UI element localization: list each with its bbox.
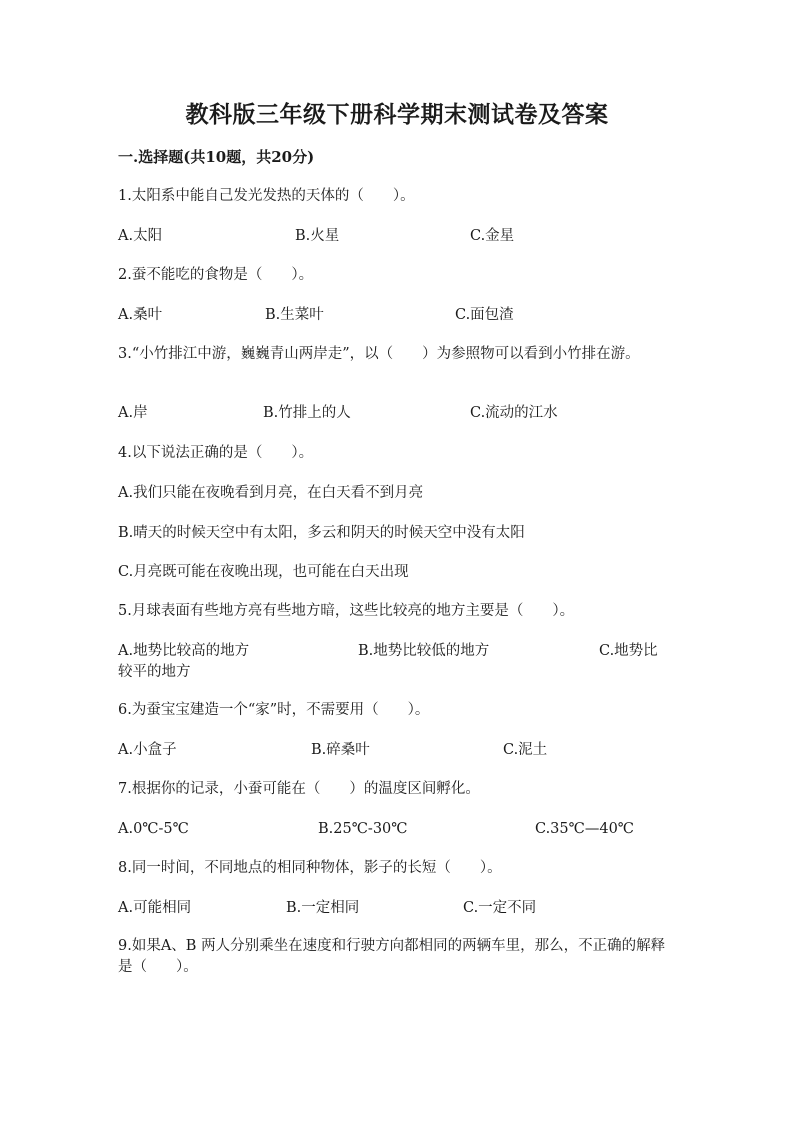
question-2-option-a: A.桑叶 bbox=[118, 307, 163, 323]
question-1-option-b: B.火星 bbox=[295, 228, 340, 244]
question-8-option-b: B.一定相同 bbox=[286, 900, 360, 916]
question-3-option-b: B.竹排上的人 bbox=[263, 405, 351, 421]
question-3-option-c: C.流动的江水 bbox=[470, 405, 558, 421]
question-6-option-c: C.泥土 bbox=[503, 742, 548, 758]
document-title: 教科版三年级下册科学期末测试卷及答案 bbox=[185, 101, 609, 128]
question-1-stem: 1.太阳系中能自己发光发热的天体的（ ）。 bbox=[118, 188, 415, 204]
question-5-option-c: C.地势比 bbox=[599, 643, 658, 659]
question-7-stem: 7.根据你的记录，小蚕可能在（ ）的温度区间孵化。 bbox=[118, 781, 480, 797]
question-6-stem: 6.为蚕宝宝建造一个“家”时，不需要用（ ）。 bbox=[118, 702, 430, 718]
question-4-option-b: B.晴天的时候天空中有太阳，多云和阴天的时候天空中没有太阳 bbox=[118, 525, 525, 541]
question-8-option-a: A.可能相同 bbox=[118, 900, 192, 916]
question-7-option-b: B.25℃-30℃ bbox=[318, 821, 408, 837]
question-5-option-c-continued: 较平的地方 bbox=[118, 664, 191, 680]
question-2-stem: 2.蚕不能吃的食物是（ ）。 bbox=[118, 267, 314, 283]
question-8-option-c: C.一定不同 bbox=[463, 900, 537, 916]
question-4-option-a: A.我们只能在夜晚看到月亮，在白天看不到月亮 bbox=[118, 485, 424, 501]
question-4-stem: 4.以下说法正确的是（ ）。 bbox=[118, 445, 314, 461]
question-1-option-a: A.太阳 bbox=[118, 228, 163, 244]
question-1-option-c: C.金星 bbox=[470, 228, 515, 244]
question-7-option-a: A.0℃-5℃ bbox=[118, 821, 189, 837]
question-9-stem: 9.如果A、B 两人分别乘坐在速度和行驶方向都相同的两辆车里，那么，不正确的解释是（ ）。 bbox=[118, 938, 666, 975]
question-7-option-c: C.35℃—40℃ bbox=[535, 821, 635, 837]
question-3-option-a: A.岸 bbox=[118, 405, 148, 421]
question-2-option-b: B.生菜叶 bbox=[265, 307, 324, 323]
question-8-stem: 8.同一时间，不同地点的相同种物体，影子的长短（ ）。 bbox=[118, 860, 502, 876]
question-5-stem: 5.月球表面有些地方亮有些地方暗，这些比较亮的地方主要是（ ）。 bbox=[118, 603, 575, 619]
question-5-option-b: B.地势比较低的地方 bbox=[358, 643, 490, 659]
question-6-option-a: A.小盒子 bbox=[118, 742, 177, 758]
question-5-option-a: A.地势比较高的地方 bbox=[118, 643, 250, 659]
question-6-option-b: B.碎桑叶 bbox=[311, 742, 370, 758]
section-heading: 一.选择题(共10题，共20分) bbox=[118, 148, 315, 166]
question-2-option-c: C.面包渣 bbox=[455, 307, 514, 323]
question-3-stem: 3.“小竹排江中游，巍巍青山两岸走”，以（ ）为参照物可以看到小竹排在游。 bbox=[118, 346, 640, 362]
question-4-option-c: C.月亮既可能在夜晚出现，也可能在白天出现 bbox=[118, 564, 409, 580]
